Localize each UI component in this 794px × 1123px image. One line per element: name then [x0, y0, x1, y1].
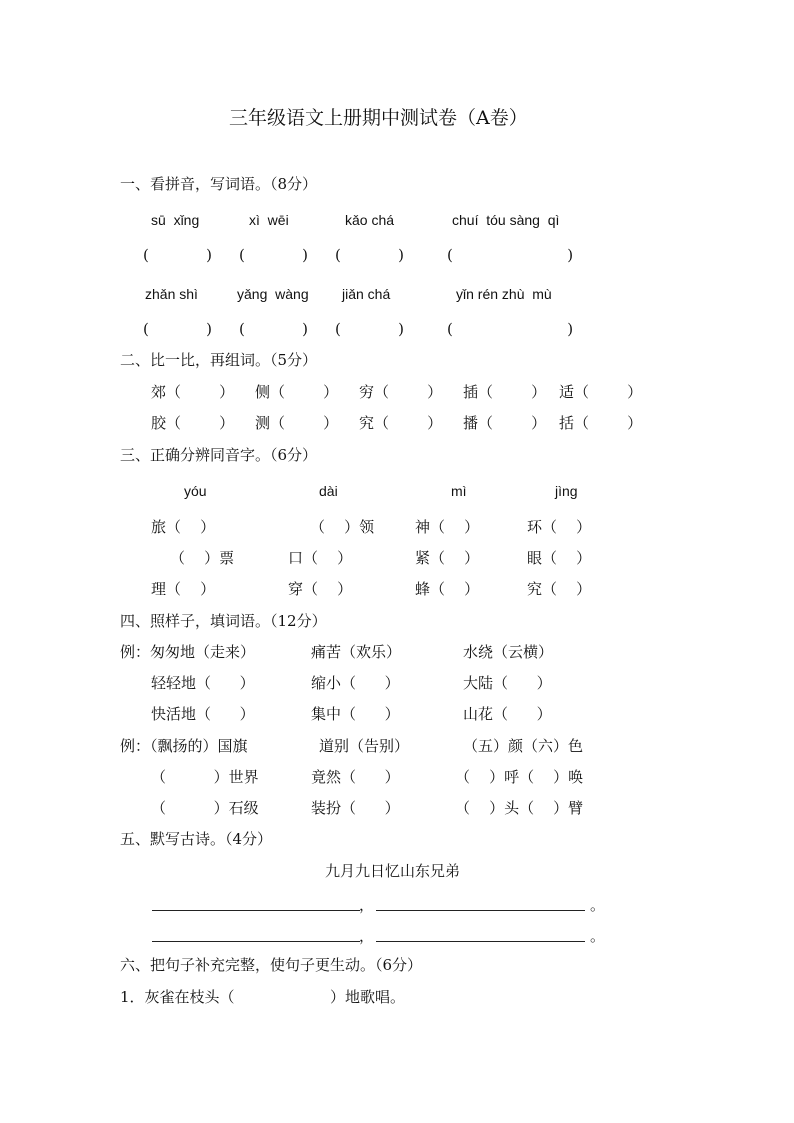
period: 。 — [590, 927, 606, 945]
homophone-item[interactable]: 口（ ） — [288, 549, 353, 567]
homophone-item[interactable]: 神（ ） — [415, 518, 480, 536]
fill-item[interactable]: 集中（ ） — [311, 705, 400, 723]
compare-item[interactable]: 测（ ） — [255, 414, 339, 432]
question-1-blank[interactable] — [240, 988, 328, 1006]
example-text: （五）颜（六）色 — [463, 737, 584, 755]
homophone-item[interactable]: （ ）票 — [170, 549, 235, 567]
fill-item[interactable]: 缩小（ ） — [311, 674, 400, 692]
homophone-item[interactable]: 穿（ ） — [288, 580, 353, 598]
compare-item[interactable]: 郊（ ） — [151, 383, 235, 401]
fill-item[interactable]: 大陆（ ） — [463, 674, 552, 692]
example-text: 道别（告别） — [319, 737, 410, 755]
comma: ， — [359, 927, 375, 945]
fill-item[interactable]: （ ）头（ ）臂 — [455, 799, 584, 817]
homophone-item[interactable]: 理（ ） — [151, 580, 216, 598]
pinyin-2: xì wēi — [249, 212, 289, 228]
fill-item[interactable]: （ ）石级 — [151, 799, 259, 817]
compare-item[interactable]: 插（ ） — [463, 383, 547, 401]
pinyin-3: kǎo chá — [345, 212, 395, 228]
section-5-heading: 五、默写古诗。（4分） — [120, 830, 273, 848]
homophone-item[interactable]: 紧（ ） — [415, 549, 480, 567]
section-1-heading: 一、看拼音，写词语。（8分） — [120, 175, 318, 193]
fill-item[interactable]: （ ）世界 — [151, 768, 259, 786]
compare-item[interactable]: 胶（ ） — [151, 414, 235, 432]
question-1-text: 1．灰雀在枝头（ — [120, 988, 235, 1006]
example-text: 例：匆匆地（走来） — [120, 643, 256, 661]
answer-blank[interactable]: ( ) — [239, 246, 308, 264]
pinyin-dai: dài — [319, 483, 338, 499]
example-text: 水绕（云横） — [463, 643, 554, 661]
fill-item[interactable]: （ ）呼（ ）唤 — [455, 768, 584, 786]
pinyin-7: jiǎn chá — [342, 286, 391, 302]
pinyin-1: sū xǐng — [151, 212, 200, 228]
answer-blank[interactable]: ( ) — [335, 320, 404, 338]
poem-line-blank[interactable] — [376, 941, 585, 942]
answer-blank[interactable]: ( ) — [447, 320, 574, 338]
pinyin-4: chuí tóu sàng qì — [452, 212, 560, 228]
compare-item[interactable]: 穷（ ） — [359, 383, 443, 401]
pinyin-6: yǎng wàng — [237, 286, 309, 302]
compare-item[interactable]: 括（ ） — [559, 414, 643, 432]
compare-item[interactable]: 究（ ） — [359, 414, 443, 432]
pinyin-jing: jìng — [555, 483, 578, 499]
pinyin-5: zhǎn shì — [145, 286, 198, 302]
period: 。 — [590, 896, 606, 914]
example-text: 例：（飘扬的）国旗 — [120, 737, 248, 755]
section-6-heading: 六、把句子补充完整，使句子更生动。（6分） — [120, 956, 423, 974]
section-3-heading: 三、正确分辨同音字。（6分） — [120, 446, 318, 464]
poem-title: 九月九日忆山东兄弟 — [325, 862, 461, 880]
poem-line-blank[interactable] — [152, 941, 360, 942]
homophone-item[interactable]: 旅（ ） — [151, 518, 216, 536]
poem-line-blank[interactable] — [152, 910, 360, 911]
homophone-item[interactable]: 眼（ ） — [527, 549, 592, 567]
fill-item[interactable]: 竟然（ ） — [311, 768, 400, 786]
fill-item[interactable]: 山花（ ） — [463, 705, 552, 723]
compare-item[interactable]: 侧（ ） — [255, 383, 339, 401]
answer-blank[interactable]: ( ) — [335, 246, 404, 264]
fill-item[interactable]: 装扮（ ） — [311, 799, 400, 817]
fill-item[interactable]: 轻轻地（ ） — [151, 674, 255, 692]
example-text: 痛苦（欢乐） — [311, 643, 402, 661]
answer-blank[interactable]: ( ) — [447, 246, 574, 264]
poem-line-blank[interactable] — [376, 910, 585, 911]
homophone-item[interactable]: 蜂（ ） — [415, 580, 480, 598]
question-1-text-end: ）地歌唱。 — [330, 988, 406, 1006]
compare-item[interactable]: 播（ ） — [463, 414, 547, 432]
pinyin-8: yǐn rén zhù mù — [456, 286, 552, 302]
page-title: 三年级语文上册期中测试卷（A卷） — [229, 107, 528, 129]
answer-blank[interactable]: ( ) — [143, 246, 212, 264]
section-4-heading: 四、照样子，填词语。（12分） — [120, 612, 327, 630]
answer-blank[interactable]: ( ) — [239, 320, 308, 338]
compare-item[interactable]: 适（ ） — [559, 383, 643, 401]
homophone-item[interactable]: 究（ ） — [527, 580, 592, 598]
answer-blank[interactable]: ( ) — [143, 320, 212, 338]
pinyin-you: yóu — [184, 483, 207, 499]
homophone-item[interactable]: （ ）领 — [310, 518, 375, 536]
fill-item[interactable]: 快活地（ ） — [151, 705, 255, 723]
section-2-heading: 二、比一比，再组词。（5分） — [120, 351, 318, 369]
homophone-item[interactable]: 环（ ） — [527, 518, 592, 536]
comma: ， — [359, 896, 375, 914]
pinyin-mi: mì — [451, 483, 467, 499]
